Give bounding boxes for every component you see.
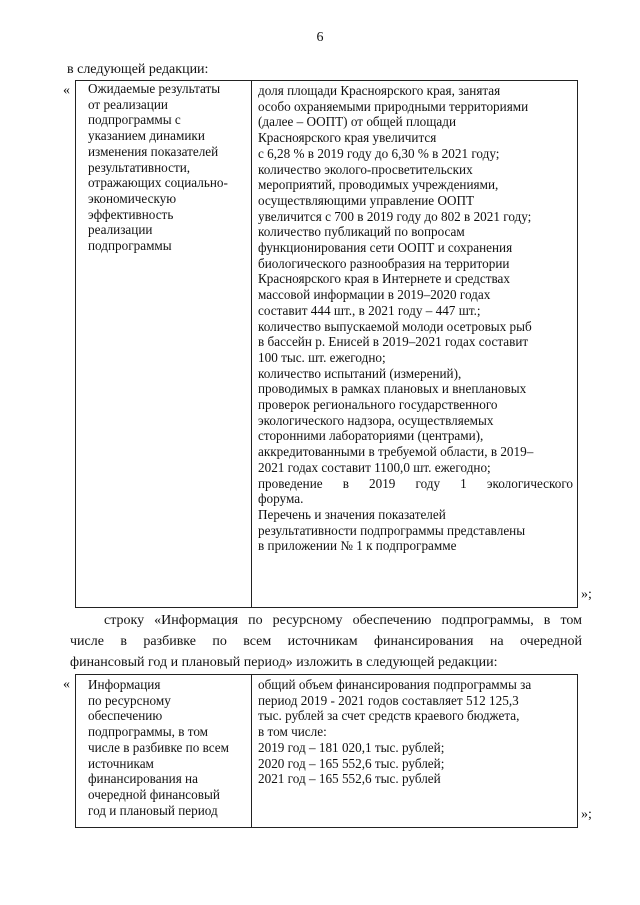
table-cell-line: функционирования сети ООПТ и сохранения [258,240,513,256]
table-cell-line: количество выпускаемой молоди осетровых рыб [258,318,532,334]
table-cell-line: особо охраняемыми природными территориями [258,98,529,114]
table-cell-line: в том числе: [258,724,327,740]
table-cell-line: финансирования на [88,771,198,787]
table-cell-line: массовой информации в 2019–2020 годах [258,287,491,303]
table-cell-line: 100 тыс. шт. ежегодно; [258,349,386,365]
table-cell-line: подпрограммы, в том [88,724,209,740]
table-cell-line: общий объем финансирования подпрограммы за [258,677,532,692]
open-quote-2: « [63,677,70,692]
table-cell-line: биологического разнообразия на территории [258,255,510,271]
table-cell-line: Перечень и значения показателей [258,506,446,522]
table-cell-line: мероприятий, проводимых учреждениями, [258,177,499,193]
table-cell-line: тыс. рублей за счет средств краевого бюджета, [258,708,520,724]
table-cell-line: Красноярского края увеличится [258,130,437,146]
table-cell-line: увеличится с 700 в 2019 году до 802 в 2021 году; [258,208,532,224]
intro-text: в следующей редакции: [67,62,209,77]
close-quote-2: »; [581,807,592,822]
table-cell-line: доля площади Красноярского края, занятая [258,83,501,98]
instruction-paragraph [70,610,582,673]
results-table [75,80,578,608]
table-cell-line: 2020 год – 165 552,6 тыс. рублей; [258,755,445,771]
table-cell-line: с 6,28 % в 2019 году до 6,30 % в 2021 году; [258,145,500,161]
table-cell-line: (далее – ООПТ) от общей площади [258,114,457,130]
table-cell-line: изменения показателей [88,143,219,159]
funding-table-label-cell [76,675,252,827]
table-cell-line: год и плановый период [88,802,218,818]
table-cell-line: аккредитованными в требуемой области, в 2019– [258,444,534,460]
table-cell-line: форума. [258,491,304,507]
results-table-label-cell [76,81,252,607]
table-cell-line: результативности, [88,159,191,175]
close-quote-1: »; [581,587,592,602]
table-cell-line: экологического надзора, осуществляемых [258,412,494,428]
table-cell-line: Ожидаемые результаты [88,81,221,96]
table-cell-line: проверок регионального государственного [258,397,498,413]
table-cell-line: указанием динамики [88,128,205,144]
table-cell-line: осуществляющими управление ООПТ [258,192,475,208]
table-cell-line: Информация [88,677,161,692]
funding-table [75,674,578,828]
table-cell-line: Красноярского края в Интернете и средствах [258,271,510,287]
table-cell-line: 2021 год – 165 552,6 тыс. рублей [258,771,441,787]
table-cell-line: в приложении № 1 к подпрограмме [258,538,457,554]
page-number: 6 [316,30,324,45]
table-cell-line: составит 444 шт., в 2021 году – 447 шт.; [258,302,481,318]
table-cell-line: количество эколого-просветительских [258,161,473,177]
table-cell-line: источникам [88,755,154,771]
results-table-value-cell [252,81,577,607]
paragraph-line: числе в разбивке по всем источникам финансирования на очередной [70,634,582,649]
table-cell-line: в бассейн р. Енисей в 2019–2021 годах составит [258,334,529,350]
table-cell-line: результативности подпрограммы представлены [258,522,526,538]
paragraph-line: финансовый год и плановый период» изложить в следующей редакции: [70,655,498,670]
table-cell-line: количество испытаний (измерений), [258,365,462,381]
funding-table-value-cell [252,675,577,827]
table-cell-line: 2021 годах составит 1100,0 шт. ежегодно; [258,459,491,475]
open-quote-1: « [63,83,70,98]
table-cell-line: подпрограммы [88,238,172,254]
table-cell-line: проведение в 2019 году 1 экологического [258,475,573,491]
table-cell-line: проводимых в рамках плановых и внеплановых [258,381,527,397]
table-cell-line: обеспечению [88,708,163,724]
table-cell-line: период 2019 - 2021 годов составляет 512 125,3 [258,692,519,708]
table-cell-line: очередной финансовый [88,786,220,802]
table-cell-line: отражающих социально- [88,175,228,191]
table-cell-line: эффективность [88,206,174,222]
paragraph-line: строку «Информация по ресурсному обеспечению подпрограммы, в том [104,613,582,628]
table-cell-line: экономическую [88,190,177,206]
table-cell-line: сторонними лабораториями (центрами), [258,428,484,444]
table-cell-line: от реализации [88,96,168,112]
table-cell-line: количество публикаций по вопросам [258,224,465,240]
table-cell-line: реализации [88,222,153,238]
table-cell-line: подпрограммы с [88,112,181,128]
table-cell-line: по ресурсному [88,692,171,708]
table-cell-line: 2019 год – 181 020,1 тыс. рублей; [258,739,445,755]
table-cell-line: числе в разбивке по всем [88,739,229,755]
